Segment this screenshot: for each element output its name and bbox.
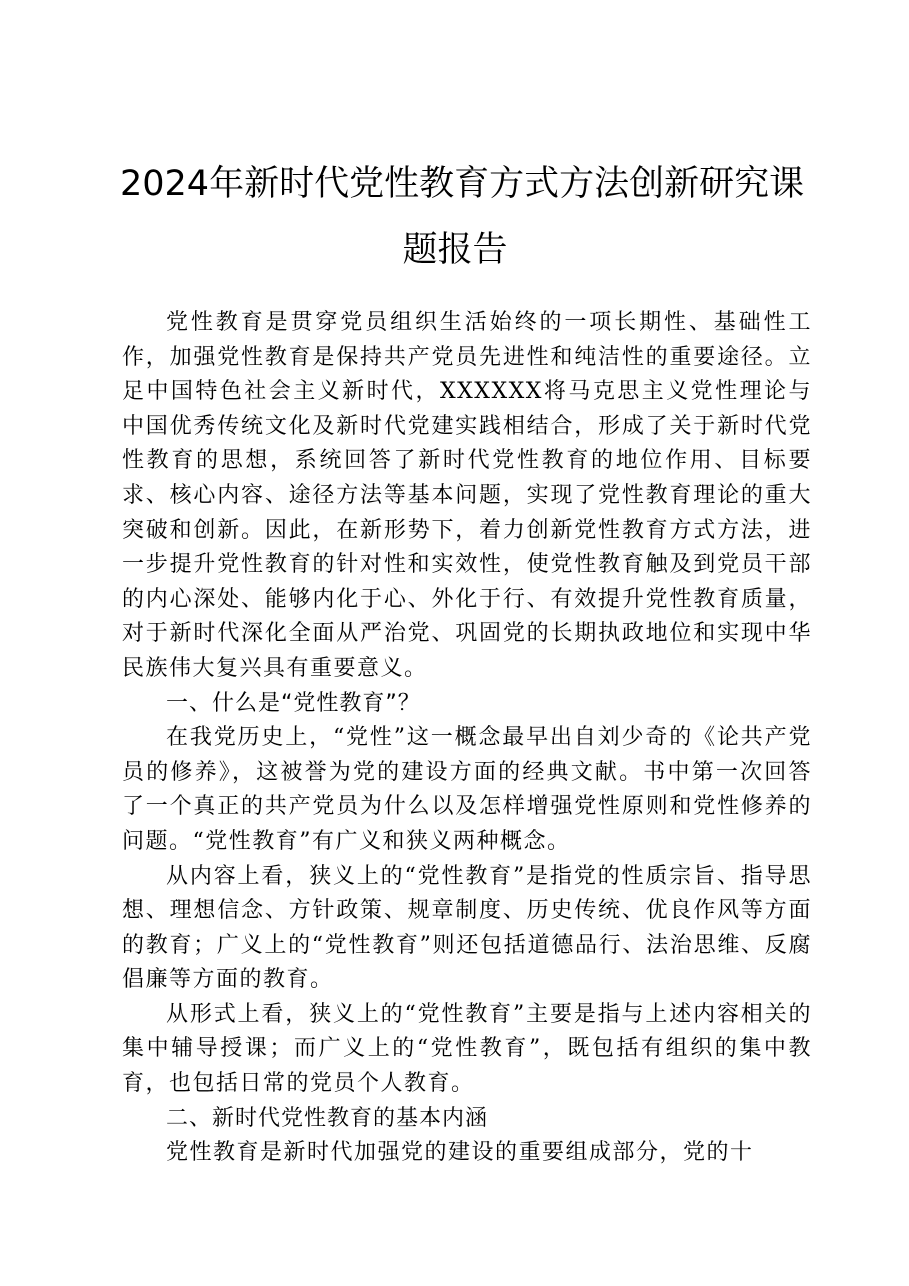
document-title-line-2: 题报告 xyxy=(402,230,508,270)
paragraph-intro: 党性教育是贯穿党员组织生活始终的一项长期性、基础性工作，加强党性教育是保持共产党员先进性和纯洁性的重要途径。立足中国特色社会主义新时代，XXXXXX将马克思主义党性理论与中国优秀传统文化及新时代党建实践相结合，形成了关于新时代党性教育的思想，系统回答了新时代党性教育的地位作用、目标要求、核心内容、途径方法等基本问题，实现了党性教育理论的重大突破和创新。因此，在新形势下，着力创新党性教育方式方法，进一步提升党性教育的针对性和实效性，使党性教育触及到党员干部的内心深处、能够内化于心、外化于行、有效提升党性教育质量，对于新时代深化全面从严治党、巩固党的长期执政地位和实现中华民族伟大复兴具有重要意义。 xyxy=(122,310,812,681)
paragraph-history: 在我党历史上，“党性”这一概念最早出自刘少奇的《论共产党员的修养》，这被誉为党的建设方面的经典文献。书中第一次回答了一个真正的共产党员为什么以及怎样增强党性原则和党性修养的问题。“党性教育”有广义和狭义两种概念。 xyxy=(122,725,812,854)
paragraph-section-2-start: 党性教育是新时代加强党的建设的重要组成部分，党的十 xyxy=(166,1140,754,1166)
paragraph-form-scope: 从形式上看，狭义上的“党性教育”主要是指与上述内容相关的集中辅导授课；而广义上的“党性教育”，既包括有组织的集中教育，也包括日常的党员个人教育。 xyxy=(122,1001,812,1097)
paragraph-content-scope: 从内容上看，狭义上的“党性教育”是指党的性质宗旨、指导思想、理想信念、方针政策、规章制度、历史传统、优良作风等方面的教育；广义上的“党性教育”则还包括道德品行、法治思维、反腐倡廉等方面的教育。 xyxy=(122,863,812,993)
document-title-line-1: 2024年新时代党性教育方式方法创新研究课 xyxy=(120,164,805,204)
section-heading-2: 二、新时代党性教育的基本内涵 xyxy=(166,1105,489,1131)
document-body xyxy=(122,306,812,1171)
section-heading-1: 一、什么是“党性教育”？ xyxy=(166,690,421,716)
